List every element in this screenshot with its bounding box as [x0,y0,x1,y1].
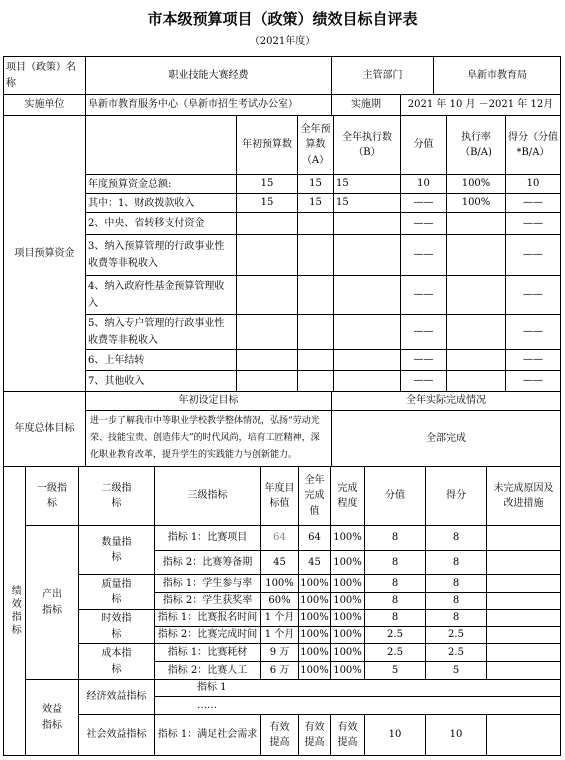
funds-row-exec: 15 [333,193,401,213]
perf-row-name: 指标 2：比赛完成时间 [154,626,261,644]
funds-row-points: —— [505,275,561,315]
funds-row-full [297,234,334,276]
funds-section-label: 项目预算资金 [3,115,86,392]
funds-row-score: —— [400,275,447,315]
funds-row-points: —— [505,193,561,213]
perf-header-lvl3: 三级指标 [154,466,261,526]
perf-row-target: 64 [260,525,299,551]
perf-row-reason [486,626,561,644]
funds-row-points: —— [505,314,561,350]
perf-row-degree: 100% [330,592,365,610]
project-label: 项目（政策）名称 [3,56,86,95]
funds-row-exec [333,234,401,276]
perf-row-degree: 100% [330,643,365,662]
funds-row-exec: 15 [333,174,401,194]
social-actual: 有效提高 [298,714,331,756]
perf-row-degree: 100% [330,661,365,680]
perf-header-lvl2: 二级指标 [78,466,155,526]
perf-row-target: 100% [260,574,299,593]
funds-row-exec [333,314,401,350]
perf-header-score: 分值 [364,466,426,526]
perf-header-lvl1: 一级指标 [25,466,79,526]
perf-row-score: 2.5 [364,626,426,644]
perf-row-actual: 100% [298,661,331,680]
social-name: 指标 1：满足社会需求 [154,714,261,756]
group-time: 时效指标 [78,609,155,644]
perf-row-score: 8 [364,609,426,627]
social-points: 10 [425,714,487,756]
perf-row-points: 8 [425,550,487,575]
funds-row-points: —— [505,234,561,276]
perf-row-name: 指标 1：学生参与率 [154,574,261,593]
funds-row-full [297,370,334,392]
funds-row-label: 6、上年结转 [85,349,237,371]
output-indicator-label: 产出指标 [25,525,79,680]
goals-actual-header: 全年实际完成情况 [331,391,561,411]
perf-row-score: 8 [364,525,426,551]
funds-row-points: —— [505,349,561,371]
perf-row-actual: 100% [298,626,331,644]
funds-row-initial [236,314,298,350]
funds-row-rate [446,349,506,371]
group-cost: 成本指标 [78,643,155,680]
funds-row-label: 4、纳入政府性基金预算管理收入 [85,275,237,315]
perf-header-degree: 完成程度 [330,466,365,526]
economic-dots: …… [154,696,561,715]
funds-row-initial: 15 [236,193,298,213]
dept-value: 阜新市教育局 [433,56,561,95]
perf-row-name: 指标 1：比赛项目 [154,525,261,551]
funds-row-score: —— [400,349,447,371]
funds-row-label: 5、纳入专户管理的行政事业性收费等非税收入 [85,314,237,350]
funds-row-initial [236,349,298,371]
col-points-header: 得分（分值*B/A） [505,115,561,175]
funds-row-full: 15 [297,193,334,213]
funds-row-label: 3、纳入预算管理的行政事业性收费等非税收入 [85,234,237,276]
funds-row-initial [236,275,298,315]
perf-row-target: 9 万 [260,643,299,662]
perf-row-degree: 100% [330,626,365,644]
perf-row-target: 60% [260,592,299,610]
perf-row-actual: 64 [298,525,331,551]
perf-row-actual: 100% [298,592,331,610]
funds-row-score: 10 [400,174,447,194]
perf-row-score: 8 [364,550,426,575]
group-quality: 质量指标 [78,574,155,610]
perf-header-reason: 未完成原因及改进措施 [486,466,561,526]
social-score: 10 [364,714,426,756]
goals-actual-text: 全部完成 [331,410,561,467]
goals-section-label: 年度总体目标 [3,391,86,467]
social-target: 有效提高 [260,714,299,756]
funds-row-full: 15 [297,174,334,194]
funds-row-points: —— [505,370,561,392]
benefit-indicator-label: 效益指标 [25,679,79,756]
funds-row-rate: 100% [446,174,506,194]
goals-initial-text: 进一步了解我市中等职业学校教学整体情况，弘扬“劳动光荣、技能宝贵、创造伟大”的时代风尚，培育工匠精神，深化职业教育改革，提升学生的实践能力与创新能力。 [85,410,332,467]
funds-row-score: —— [400,370,447,392]
funds-row-exec [333,349,401,371]
perf-row-reason [486,609,561,627]
dept-label: 主管部门 [331,56,434,95]
perf-row-name: 指标 1：比赛报名时间 [154,609,261,627]
perf-row-points: 8 [425,525,487,551]
funds-row-score: —— [400,314,447,350]
funds-row-score: —— [400,193,447,213]
unit-value: 阜新市教育服务中心（阜新市招生考试办公室） [85,94,332,116]
perf-row-reason [486,643,561,662]
funds-row-rate [446,314,506,350]
perf-row-actual: 45 [298,550,331,575]
funds-row-rate [446,234,506,276]
perf-row-score: 5 [364,661,426,680]
period-label: 实施期 [331,94,401,116]
funds-row-points: 10 [505,174,561,194]
funds-row-exec [333,370,401,392]
funds-row-score: —— [400,212,447,235]
perf-row-target: 6 万 [260,661,299,680]
col-rate-header: 执行率（B/A) [446,115,506,175]
perf-row-name: 指标 2：学生获奖率 [154,592,261,610]
funds-row-full [297,314,334,350]
funds-row-initial [236,234,298,276]
perf-row-actual: 100% [298,574,331,593]
perf-row-target: 1 个月 [260,626,299,644]
project-name: 职业技能大赛经费 [85,56,332,95]
funds-row-rate [446,212,506,235]
col-exec-header: 全年执行数（B） [333,115,401,175]
perf-row-points: 8 [425,609,487,627]
funds-row-rate [446,275,506,315]
funds-row-full [297,349,334,371]
group-quantity: 数量指标 [78,525,155,575]
funds-row-initial [236,212,298,235]
perf-row-reason [486,525,561,551]
funds-row-initial [236,370,298,392]
perf-row-points: 5 [425,661,487,680]
col-full-header: 全年预算数（A） [297,115,334,175]
perf-row-name: 指标 2：比赛人工 [154,661,261,680]
period-value: 2021 年 10 月 －2021 年 12月 [400,94,561,116]
funds-row-points: —— [505,212,561,235]
perf-row-name: 指标 1：比赛耗材 [154,643,261,662]
perf-row-name: 指标 2：比赛筹备期 [154,550,261,575]
perf-row-score: 8 [364,592,426,610]
funds-row-label: 年度预算资金总额: [85,174,237,194]
perf-row-actual: 100% [298,643,331,662]
page-title: 市本级预算项目（政策）绩效目标自评表 [147,10,418,28]
perf-row-degree: 100% [330,525,365,551]
social-degree: 有效提高 [330,714,365,756]
perf-row-degree: 100% [330,574,365,593]
funds-row-label: 其中：1、财政拨款收入 [85,193,237,213]
perf-row-points: 2.5 [425,626,487,644]
perf-row-target: 1 个月 [260,609,299,627]
funds-header-blank [85,115,237,175]
perf-row-points: 8 [425,574,487,593]
group-economic: 经济效益指标 [78,679,155,715]
funds-row-full [297,275,334,315]
economic-item: 指标 1 [154,679,561,697]
perf-row-score: 8 [364,574,426,593]
perf-row-degree: 100% [330,550,365,575]
perf-header-target: 年度目标值 [260,466,299,526]
perf-section-label: 绩效指标 [3,466,26,756]
funds-row-exec [333,275,401,315]
perf-row-reason [486,592,561,610]
perf-header-points: 得分 [425,466,487,526]
funds-row-rate [446,370,506,392]
social-reason [486,714,561,756]
perf-row-reason [486,550,561,575]
funds-row-rate: 100% [446,193,506,213]
goals-initial-header: 年初设定目标 [85,391,332,411]
unit-label: 实施单位 [3,94,86,116]
perf-row-reason [486,661,561,680]
perf-row-score: 2.5 [364,643,426,662]
funds-row-label: 2、中央、省转移支付资金 [85,212,237,235]
funds-row-full [297,212,334,235]
col-initial-header: 年初预算数 [236,115,298,175]
perf-row-target: 45 [260,550,299,575]
group-social: 社会效益指标 [78,714,155,756]
perf-row-actual: 100% [298,609,331,627]
col-score-header: 分值 [400,115,447,175]
page-subtitle: （2021年度） [249,36,316,47]
perf-row-points: 8 [425,592,487,610]
funds-row-score: —— [400,234,447,276]
funds-row-initial: 15 [236,174,298,194]
funds-row-exec [333,212,401,235]
perf-header-actual: 全年完成值 [298,466,331,526]
funds-row-label: 7、其他收入 [85,370,237,392]
perf-row-degree: 100% [330,609,365,627]
perf-row-points: 2.5 [425,643,487,662]
perf-row-reason [486,574,561,593]
